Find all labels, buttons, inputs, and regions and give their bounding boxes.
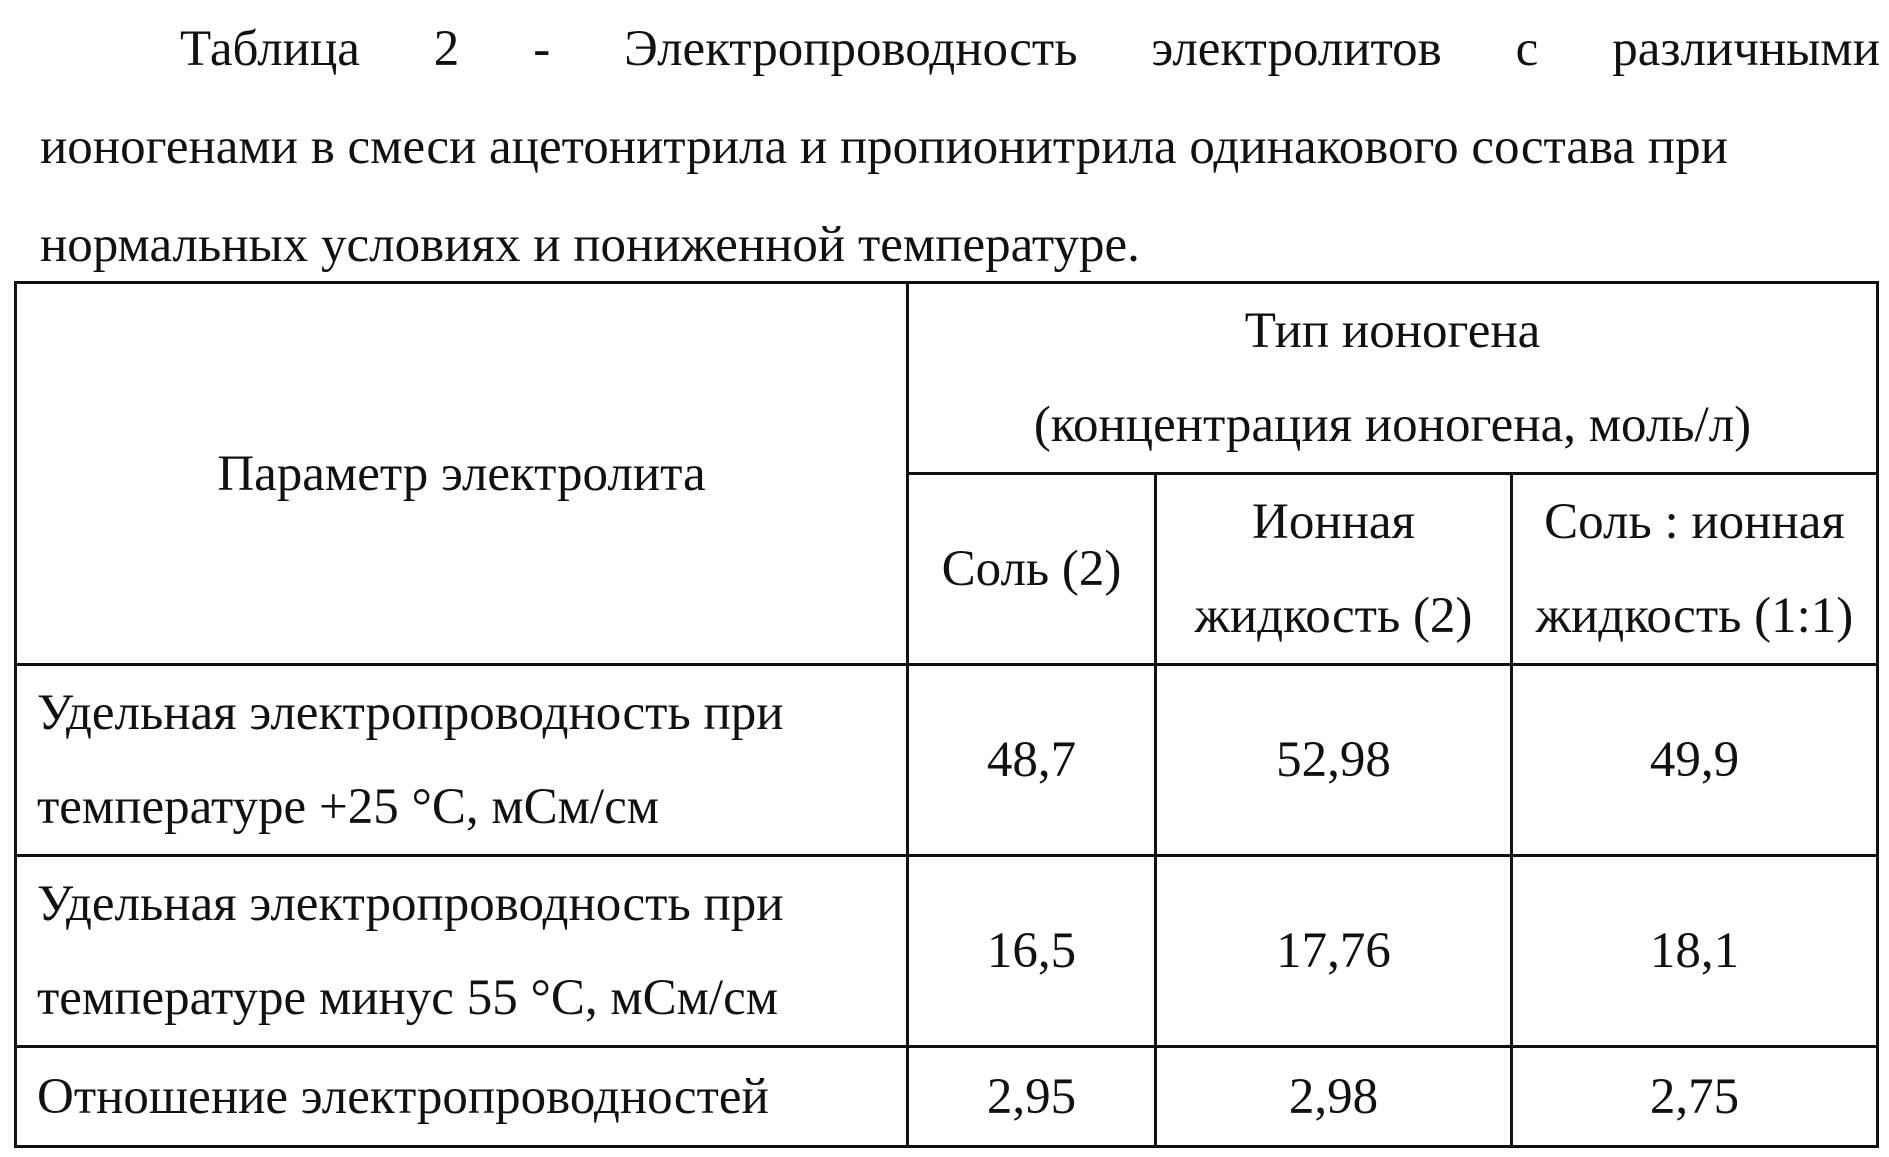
row-label-line1: Удельная электропроводность при [37, 876, 784, 932]
column-header-mixture [1512, 474, 1878, 665]
row-label-line1: Отношение электропроводностей [37, 1068, 769, 1125]
column-header-ionic-liquid-line2: жидкость (2) [1194, 588, 1473, 644]
caption-line-1: Таблица 2 - Электропроводность электролитов с различными [180, 21, 1880, 77]
table-cell: 18,1 [1512, 856, 1878, 1047]
caption-line-3: нормальных условиях и пониженной температуре. [40, 217, 1140, 273]
table-cell: 17,76 [1156, 856, 1512, 1047]
column-header-ionic-liquid-line1: Ионная [1251, 494, 1415, 550]
row-label-line2: температуре +25 °С, мСм/см [37, 779, 660, 835]
table-cell: 2,98 [1156, 1047, 1512, 1147]
column-header-ionic-liquid [1156, 474, 1512, 665]
row-label-cell [16, 665, 908, 856]
row-label-line1: Удельная электропроводность при [37, 685, 784, 741]
param-header-cell [16, 283, 908, 665]
conductivity-table [14, 281, 1879, 1148]
table-cell: 16,5 [908, 856, 1156, 1047]
table-row [16, 1047, 1878, 1147]
param-header: Параметр электролита [217, 445, 706, 502]
table-cell: 52,98 [1156, 665, 1512, 856]
row-label-cell [16, 856, 908, 1047]
ionogen-header-cell [908, 283, 1878, 474]
ionogen-header-title: Тип ионогена [1244, 303, 1541, 359]
caption-line-2: ионогенами в смеси ацетонитрила и пропионитрила одинакового состава при [40, 119, 1728, 175]
table-cell: 48,7 [908, 665, 1156, 856]
row-label-cell [16, 1047, 908, 1147]
column-header-mixture-line2: жидкость (1:1) [1535, 588, 1854, 644]
ionogen-header-subtitle: (концентрация ионогена, моль/л) [1033, 397, 1752, 453]
table-header-row [16, 283, 1878, 474]
table-row [16, 665, 1878, 856]
column-header-salt-label: Соль (2) [941, 541, 1122, 597]
column-header-mixture-line1: Соль : ионная [1544, 494, 1845, 550]
table-cell: 49,9 [1512, 665, 1878, 856]
row-label-line2: температуре минус 55 °С, мСм/см [37, 970, 778, 1026]
column-header-salt [908, 474, 1156, 665]
table-row [16, 856, 1878, 1047]
table-cell: 2,75 [1512, 1047, 1878, 1147]
table-cell: 2,95 [908, 1047, 1156, 1147]
table-caption [40, 0, 1880, 294]
